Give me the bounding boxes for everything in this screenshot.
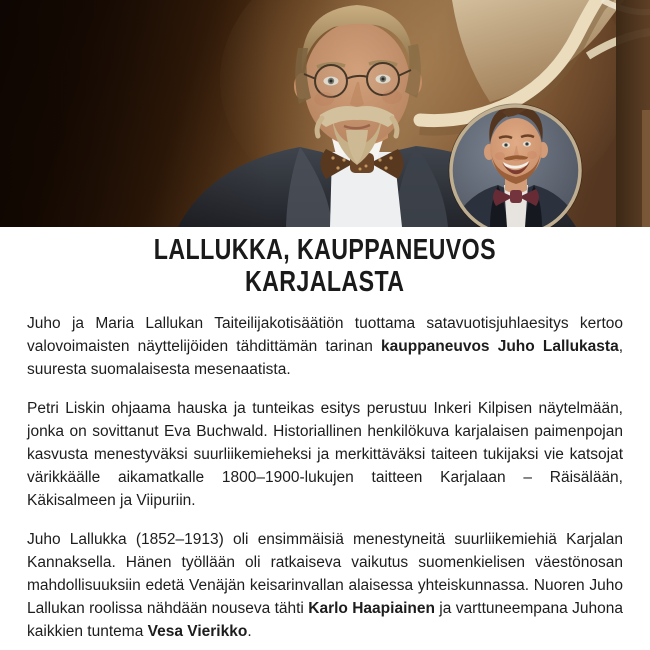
paragraph-text: Juho Lallukka (1852–1913) oli ensimmäisiä menestyneitä suurliikemiehiä Karjalan Kannaksella. Hänen työllään oli ratkaiseva vaikutus suomenkielisen väestönosan mahdollisuuksiin edetä Venäjän keisarinvallan alaisessa yhteiskunnassa. Nuoren Juho Lallukan roolissa nähdään nouseva tähti [27, 531, 623, 617]
paragraph-text: Petri Liskin ohjaama hauska ja tunteikas esitys perustuu Inkeri Kilpisen näytelmään, jonka on sovittanut Eva Buchwald. Historiallinen henkilökuva karjalaisen paimenpojan kasvusta menestyväksi suurliikemieheksi ja merkittäväksi taiteen tukijaksi vie katsojat värikkäälle aikamatkalle 1800–1900-lukujen taitteen Karjalaan – Räisälään, Käkisalmeen ja Viipuriin. [27, 400, 623, 509]
left-vignette [0, 0, 270, 227]
highlight-vesa-vierikko: Vesa Vierikko [147, 623, 248, 640]
column-highlight [642, 110, 650, 227]
hero-illustration [0, 0, 650, 227]
paragraph-production [27, 397, 623, 512]
article [0, 312, 650, 643]
paragraph-text: Juho ja Maria Lallukan Taiteilijakotisäätiön tuottama satavuotisjuhlaesitys kertoo valovoimaisten näyttelijöiden tähdittämän tarinan [27, 315, 623, 355]
paragraph-text: , suuresta suomalaisesta mesenaatista. [27, 338, 624, 378]
paragraph-intro [27, 312, 623, 381]
paragraph-text: ja varttuneempana Juhona kaikkien tuntema [27, 600, 623, 640]
highlight-juho-lallukka: kauppaneuvos Juho Lallukasta [381, 338, 619, 355]
page-title-line1: LALLUKKA, KAUPPANEUVOS [153, 234, 497, 266]
paragraph-biography [27, 528, 623, 643]
cheek-right [382, 90, 402, 104]
paragraph-text: . [247, 623, 252, 640]
inset-avatar [450, 104, 583, 227]
page-title [0, 234, 650, 298]
highlight-karlo-haapiainen: Karlo Haapiainen [308, 600, 435, 617]
cheek-left [314, 92, 334, 106]
page-title-line2: KARJALASTA [245, 266, 405, 298]
hero-image [0, 0, 650, 227]
